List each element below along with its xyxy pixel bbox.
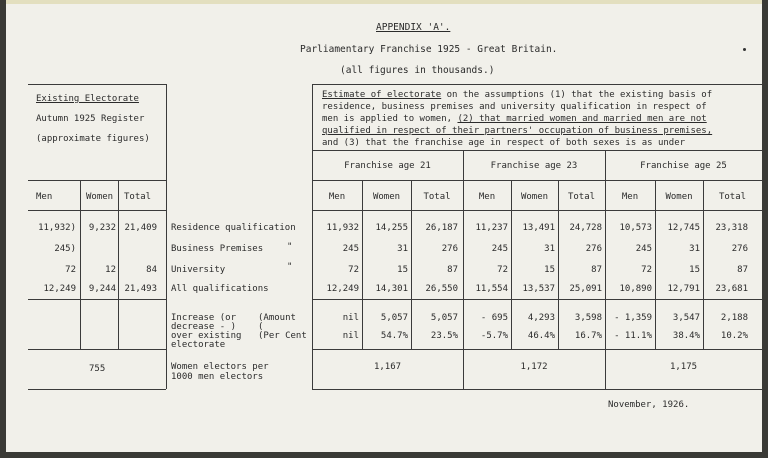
- row-label-increase-2: decrease - ): [171, 322, 237, 332]
- rule-existing-col1: [80, 180, 81, 349]
- row-label-business: Business Premises: [171, 244, 264, 254]
- cell-percent-6: - 11.1%: [614, 331, 652, 341]
- rule-col-21a: [362, 180, 363, 349]
- cell-percent-7: 38.4%: [672, 331, 700, 341]
- rule-group-23-25: [605, 150, 606, 389]
- ink-dot: [743, 48, 746, 51]
- row-label-paren: (: [258, 322, 264, 332]
- existing-women-university: 12: [105, 265, 116, 275]
- existing-women-per-1000: 755: [89, 364, 106, 374]
- sub-header-21-men: Men: [328, 192, 346, 202]
- sub-header-25-men: Men: [621, 192, 639, 202]
- document-subtitle: Parliamentary Franchise 1925 - Great Britain.: [300, 44, 558, 55]
- cell-residence-8: 23,318: [715, 223, 748, 233]
- cell-amount-2: 5,057: [430, 313, 458, 323]
- cell-university-3: 72: [497, 265, 508, 275]
- rule-sub-head: [312, 210, 762, 211]
- sub-header-21-total: Total: [423, 192, 451, 202]
- existing-men-all: 12,249: [43, 284, 76, 294]
- existing-header-men: Men: [36, 192, 53, 202]
- row-label-percent: (Per Cent: [258, 331, 307, 341]
- cell-business-3: 245: [491, 244, 508, 254]
- rule-label-right: [312, 84, 313, 389]
- row-label-university: University: [171, 265, 226, 275]
- row-label-women-1: Women electors per: [171, 362, 269, 372]
- rule-col-23b: [558, 180, 559, 349]
- cell-all-2: 26,550: [425, 284, 458, 294]
- rule-label-left: [166, 84, 167, 389]
- cell-business-5: 276: [585, 244, 602, 254]
- estimate-line-3: [322, 114, 707, 125]
- rule-col-25a: [655, 180, 656, 349]
- cell-all-4: 13,537: [522, 284, 555, 294]
- document-page: [6, 4, 762, 452]
- cell-percent-4: 46.4%: [527, 331, 555, 341]
- rule-col-25b: [703, 180, 704, 349]
- cell-amount-6: - 1,359: [614, 313, 652, 323]
- women-per-1000-21: 1,167: [373, 362, 402, 372]
- estimate-line-1-rest: on the assumptions (1) that the existing basis of: [441, 90, 713, 100]
- cell-amount-3: - 695: [480, 313, 508, 323]
- rule-estimate-top: [312, 84, 762, 85]
- row-label-increase-1: Increase (or: [171, 313, 237, 323]
- existing-heading: Existing Electorate: [36, 94, 139, 104]
- existing-register: Autumn 1925 Register: [36, 114, 145, 124]
- existing-header-women: Women: [86, 192, 114, 202]
- rule-estimate-bottom: [312, 150, 762, 151]
- cell-university-7: 15: [689, 265, 700, 275]
- estimate-line-3a: men is applied to women,: [322, 114, 458, 124]
- cell-business-2: 276: [441, 244, 458, 254]
- rule-quals: [312, 299, 762, 300]
- units-note: (all figures in thousands.): [340, 65, 495, 76]
- cell-business-7: 31: [689, 244, 700, 254]
- rule-col-21b: [411, 180, 412, 349]
- cell-amount-7: 3,547: [672, 313, 700, 323]
- cell-percent-2: 23.5%: [430, 331, 458, 341]
- cell-university-8: 87: [737, 265, 748, 275]
- estimate-line-4: qualified in respect of their partners' occupation of business premises,: [322, 126, 713, 136]
- sub-header-25-total: Total: [718, 192, 747, 202]
- estimate-line-2: residence, business premises and university qualification in respect of: [322, 102, 707, 112]
- row-label-all: All qualifications: [171, 284, 269, 294]
- rule-existing-increase: [28, 349, 166, 350]
- cell-university-5: 87: [591, 265, 602, 275]
- cell-all-1: 14,301: [375, 284, 408, 294]
- cell-amount-4: 4,293: [527, 313, 555, 323]
- estimate-line-1: [322, 90, 712, 101]
- cell-residence-2: 26,187: [425, 223, 458, 233]
- cell-amount-1: 5,057: [380, 313, 408, 323]
- sub-header-23-women: Women: [520, 192, 549, 202]
- women-per-1000-25: 1,175: [669, 362, 698, 372]
- group-header-21: Franchise age 21: [344, 161, 431, 171]
- existing-header-total: Total: [124, 192, 152, 202]
- cell-business-6: 245: [635, 244, 652, 254]
- cell-percent-5: 16.7%: [574, 331, 602, 341]
- rule-existing-sub: [28, 210, 166, 211]
- cell-university-6: 72: [641, 265, 652, 275]
- cell-business-8: 276: [731, 244, 748, 254]
- cell-residence-3: 11,237: [475, 223, 508, 233]
- existing-men-residence: 11,932): [38, 223, 76, 233]
- cell-all-7: 12,791: [667, 284, 700, 294]
- sub-header-25-women: Women: [665, 192, 693, 202]
- group-header-25: Franchise age 25: [640, 161, 727, 171]
- existing-men-university: 72: [65, 265, 76, 275]
- row-label-amount: (Amount: [258, 313, 296, 323]
- cell-residence-7: 12,745: [667, 223, 700, 233]
- existing-men-business: 245): [54, 244, 76, 254]
- cell-residence-6: 10,573: [619, 223, 652, 233]
- estimate-line-5: and (3) that the franchise age in respect of both sexes is as under: [322, 138, 686, 148]
- cell-university-4: 15: [544, 265, 555, 275]
- cell-all-0: 12,249: [326, 284, 359, 294]
- row-label-increase-4: electorate: [171, 340, 226, 350]
- rule-existing-quals: [28, 299, 166, 300]
- cell-percent-8: 10.2%: [720, 331, 748, 341]
- rule-existing-col2: [118, 180, 119, 349]
- cell-university-0: 72: [348, 265, 359, 275]
- cell-university-1: 15: [397, 265, 408, 275]
- ditto-mark-university: ": [287, 262, 293, 272]
- cell-university-2: 87: [447, 265, 458, 275]
- existing-approx: (approximate figures): [36, 134, 150, 144]
- cell-residence-5: 24,728: [569, 223, 602, 233]
- cell-business-1: 31: [397, 244, 408, 254]
- rule-group-21-23: [463, 150, 464, 389]
- cell-business-0: 245: [342, 244, 359, 254]
- sub-header-23-total: Total: [567, 192, 596, 202]
- existing-total-residence: 21,409: [124, 223, 157, 233]
- cell-residence-4: 13,491: [522, 223, 555, 233]
- cell-percent-3: -5.7%: [480, 331, 508, 341]
- existing-women-all: 9,244: [88, 284, 116, 294]
- sub-header-23-men: Men: [478, 192, 496, 202]
- estimate-lead: Estimate of electorate: [322, 90, 442, 100]
- rule-table-bottom: [312, 389, 762, 390]
- existing-women-residence: 9,232: [88, 223, 116, 233]
- rule-existing-top: [28, 84, 166, 85]
- existing-total-all: 21,493: [124, 284, 157, 294]
- cell-business-4: 31: [544, 244, 555, 254]
- cell-amount-0: nil: [342, 313, 359, 323]
- document-date: November, 1926.: [608, 400, 690, 410]
- row-label-women-2: 1000 men electors: [171, 372, 264, 382]
- women-per-1000-23: 1,172: [520, 362, 548, 372]
- row-label-residence: Residence qualification: [171, 223, 296, 233]
- appendix-title: APPENDIX 'A'.: [376, 22, 451, 33]
- ditto-mark-business: ": [287, 242, 293, 252]
- cell-all-3: 11,554: [475, 284, 508, 294]
- estimate-line-3b: (2) that married women and married men are not: [457, 114, 707, 124]
- existing-total-university: 84: [146, 265, 157, 275]
- group-header-23: Franchise age 23: [490, 161, 578, 171]
- cell-amount-8: 2,188: [720, 313, 748, 323]
- row-label-increase-3: over existing: [171, 331, 242, 341]
- cell-percent-0: nil: [342, 331, 359, 341]
- rule-col-23a: [511, 180, 512, 349]
- sub-header-21-women: Women: [372, 192, 401, 202]
- cell-all-5: 25,091: [569, 284, 602, 294]
- cell-amount-5: 3,598: [574, 313, 602, 323]
- cell-percent-1: 54.7%: [380, 331, 408, 341]
- rule-increase: [312, 349, 762, 350]
- cell-all-8: 23,681: [715, 284, 748, 294]
- rule-existing-bottom: [28, 389, 166, 390]
- cell-residence-1: 14,255: [375, 223, 408, 233]
- cell-residence-0: 11,932: [326, 223, 359, 233]
- cell-all-6: 10,890: [619, 284, 652, 294]
- rule-existing-head: [28, 180, 166, 181]
- rule-group-head: [312, 180, 762, 181]
